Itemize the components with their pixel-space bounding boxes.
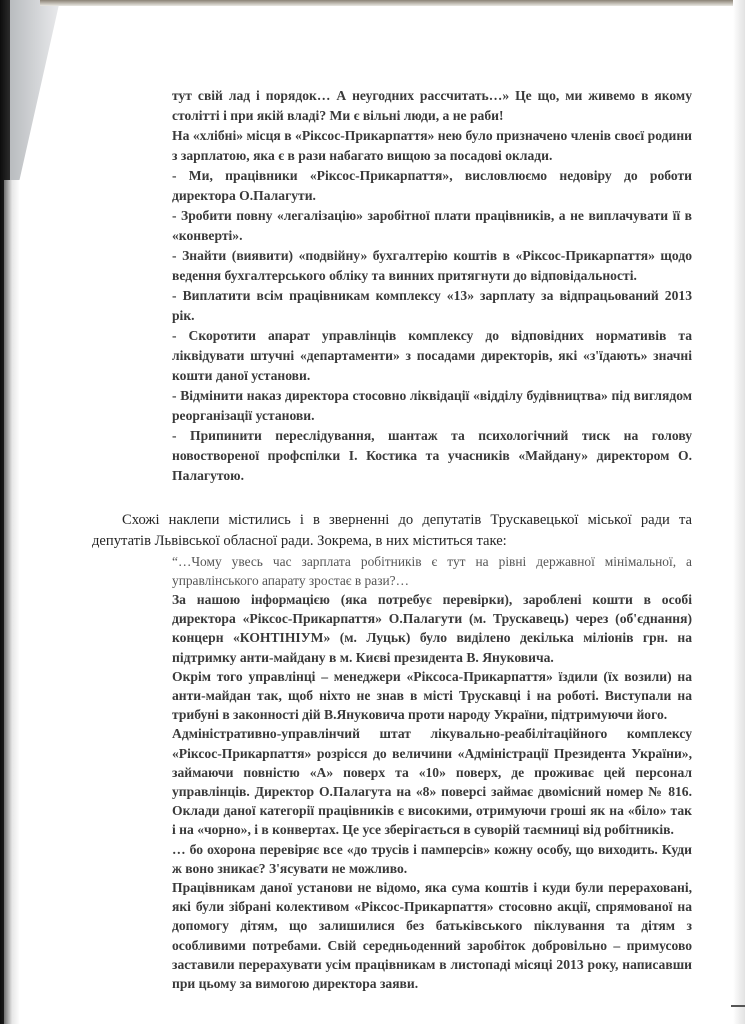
scan-mark [731, 1005, 745, 1007]
page-fold [10, 0, 60, 200]
demand-item: - Припинити переслідування, шантаж та психологічний тиск на голову новоствореної профспілки І. Костика та учасників «Майдану» директором О. Палагутою. [172, 428, 692, 483]
text-column [92, 86, 692, 993]
demand-item: - Скоротити апарат управлінців комплексу до відповідних нормативів та ліквідувати штучні «департаменти» з посадами директорів, які «з'їдають» значні кошти даної установи. [172, 328, 692, 383]
top-quoted-block [172, 86, 692, 486]
demand-item: - Відмінити наказ директора стосовно ліквідації «відділу будівництва» під виглядом реорганізації установи. [172, 388, 692, 423]
demand-item: - Ми, працівники «Ріксос-Прикарпаття», висловлюємо недовіру до роботи директора О.Палагути. [172, 168, 692, 203]
top-paragraph: На «хлібні» місця в «Ріксос-Прикарпаття» нею було призначено членів своєї родини з зарплатою, яка є в рази набагато вищою за посадові оклади. [172, 128, 692, 163]
intro-paragraph: Схожі наклепи містились і в зверненні до депутатів Трускавецької міської ради та депутатів Львівської обласної ради. Зокрема, в них міститься таке: [92, 512, 692, 549]
bottom-quoted-block [172, 590, 692, 993]
top-paragraph: тут свій лад і порядок… А неугодних рассчитать…» Це що, ми живемо в якому столітті і при якій владі? Ми є вільні люди, а не раби! [172, 88, 692, 123]
scan-edge-left [4, 180, 20, 1024]
quote-paragraph: Адміністративно-управлінчий штат лікувально-реабілітаційного комплексу «Ріксос-Прикарпаття» розрісся до величини «Адміністрації Президента України», займаючи повністю «А» поверх та «10» поверх, де проживає цей персонал управлінців. Директор О.Палагута на «8» поверсі займає двомісний номер № 816. Оклади даної категорії працівників є високими, отримуючи гроші як на «біло» так і на «чорно», і в конвертах. Це усе зберігається в суворій таємниці від робітників. [172, 726, 692, 838]
demand-item: - Зробити повну «легалізацію» заробітної плати працівників, а не виплачувати її в «конверті». [172, 208, 692, 243]
scan-edge-right [733, 0, 745, 1024]
quote-lead [172, 552, 692, 590]
quote-paragraph: Окрім того управлінці – менеджери «Ріксоса-Прикарпаття» їздили (їх возили) на анти-майдан так, щоб ніхто не знав в місті Трускавці і на роботі. Виступали на трибуні в законності дій В.Януковича проти народу України, підтримуючи його. [172, 668, 692, 723]
scan-edge-top [40, 0, 745, 6]
demand-item: - Знайти (виявити) «подвійну» бухгалтерію коштів в «Ріксос-Прикарпаття» щодо ведення бухгалтерського обліку та винних притягнути до відповідальності. [172, 248, 692, 283]
quote-paragraph: Працівникам даної установи не відомо, яка сума коштів і куди були перераховані, які були зібрані колективом «Ріксос-Прикарпаття» стосовно акції, спрямованої на допомогу дітям, що залишилися без батьківського піклування та дітям з особливими потребами. Свій середньоденний заробіток добровільно – примусово заставили перерахувати усім працівникам в листопаді місяці 2013 року, написавши при цьому за вимогою директора заяви. [172, 880, 692, 992]
demand-item: - Виплатити всім працівникам комплексу «13» зарплату за відпрацьований 2013 рік. [172, 288, 692, 323]
quote-lead-text: “…Чому увесь час зарплата робітників є тут на рівні державної мінімальної, а управлінського апарату зростає в рази?… [172, 554, 692, 588]
intro-section [92, 510, 692, 552]
quote-paragraph: За нашою інформацією (яка потребує перевірки), зароблені кошти в особі директора «Ріксос-Прикарпаття» О.Палагути (м. Трускавець) через (об'єднання) концерн «КОНТІНІУМ» (м. Луцьк) було виділено декілька міліонів грн. на підтримку анти-майдану в м. Києві президента В. Януковича. [172, 592, 692, 665]
quote-paragraph: … бо охорона перевіряє все «до трусів і памперсів» кожну особу, що виходить. Куди ж воно зникає? З'ясувати не можливо. [172, 841, 692, 876]
